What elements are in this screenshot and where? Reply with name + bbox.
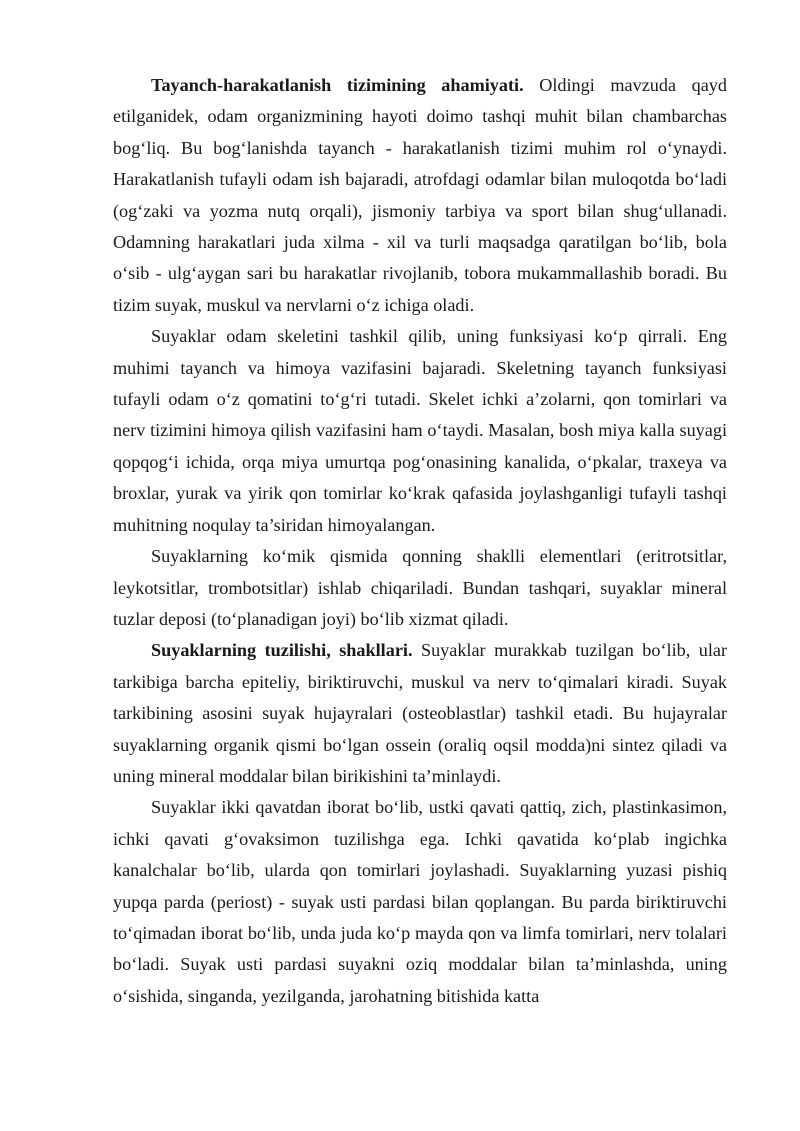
paragraph-text: Suyaklarning ko‘mik qismida qonning shaklli elementlari (eritrotsitlar, leykotsitlar, trombotsitlar) ishlab chiqariladi. Bundan tashqari, suyaklar mineral tuzlar deposi (to‘planadigan joyi) bo‘lib xizmat qiladi. [113, 546, 727, 629]
paragraph-bone-marrow [113, 541, 727, 635]
paragraph-bone-layers [113, 792, 727, 1012]
paragraph-text: Oldingi mavzuda qayd etilganidek, odam organizmining hayoti doimo tashqi muhit bilan chambarchas bog‘liq. Bu bog‘lanishda tayanch - harakatlanish tizimi muhim rol o‘ynaydi. Harakatlanish tufayli odam ish bajaradi, atrofdagi odamlar bilan muloqotda bo‘ladi (og‘zaki va yozma nutq orqali), jismoniy tarbiya va sport bilan shug‘ullanadi. Odamning harakatlari juda xilma - xil va turli maqsadga qaratilgan bo‘lib, bola o‘sib - ulg‘aygan sari bu harakatlar rivojlanib, tobora mukammallashib boradi. Bu tizim suyak, muskul va nervlarni o‘z ichiga oladi. [113, 75, 727, 315]
section-heading: Tayanch-harakatlanish tizimining ahamiyati. [151, 75, 524, 95]
paragraph-importance [113, 70, 727, 321]
paragraph-text: Suyaklar odam skeletini tashkil qilib, uning funksiyasi ko‘p qirrali. Eng muhimi tayanch va himoya vazifasini bajaradi. Skeletning tayanch funksiyasi tufayli odam o‘z qomatini to‘g‘ri tutadi. Skelet ichki a’zolarni, qon tomirlari va nerv tizimini himoya qilish vazifasini ham o‘taydi. Masalan, bosh miya kalla suyagi qopqog‘i ichida, orqa miya umurtqa pog‘onasining kanalida, o‘pkalar, traxeya va broxlar, yurak va yirik qon tomirlar ko‘krak qafasida joylashganligi tufayli tashqi muhitning noqulay ta’siridan himoyalangan. [113, 326, 727, 535]
paragraph-bone-structure [113, 635, 727, 792]
section-heading: Suyaklarning tuzilishi, shakllari. [151, 640, 413, 661]
paragraph-text: Suyaklar ikki qavatdan iborat bo‘lib, ustki qavati qattiq, zich, plastinkasimon, ichki qavati g‘ovaksimon tuzilishga ega. Ichki qavatida ko‘plab ingichka kanalchalar bo‘lib, ularda qon tomirlari joylashadi. Suyaklarning yuzasi pishiq yupqa parda (periost) - suyak usti pardasi bilan qoplangan. Bu parda biriktiruvchi to‘qimadan iborat bo‘lib, unda juda ko‘p mayda qon va limfa tomirlari, nerv tolalari bo‘ladi. Suyak usti pardasi suyakni oziq moddalar bilan ta’minlashda, uning o‘sishida, singanda, yezilganda, jarohatning bitishida katta [113, 797, 727, 1006]
paragraph-text: Suyaklar murakkab tuzilgan bo‘lib, ular tarkibiga barcha epiteliy, biriktiruvchi, muskul va nerv to‘qimalari kiradi. Suyak tarkibining asosini suyak hujayralari (osteoblastlar) tashkil etadi. Bu hujayralar suyaklarning organik qismi bo‘lgan ossein (oraliq oqsil modda)ni sintez qiladi va uning mineral moddalar bilan birikishini ta’minlaydi. [113, 640, 727, 786]
paragraph-skeleton-functions [113, 321, 727, 541]
document-page [113, 70, 727, 1012]
